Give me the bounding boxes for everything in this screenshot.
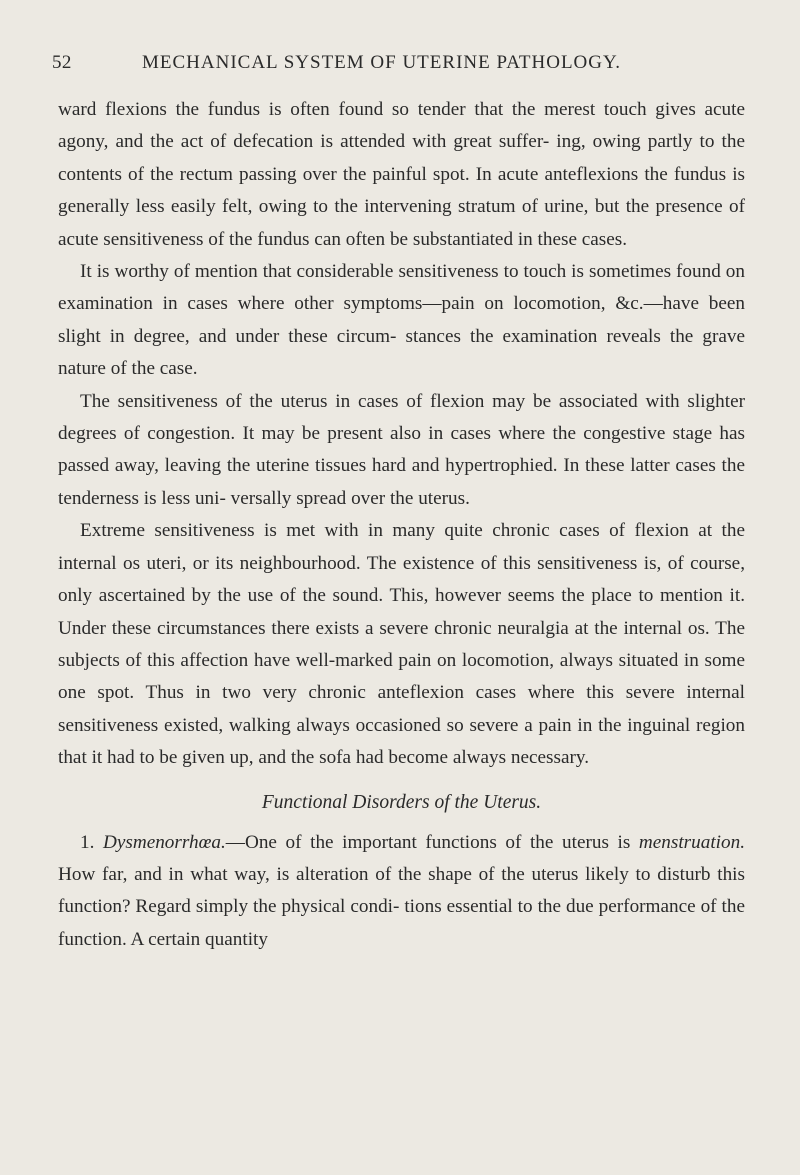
item-number: 1.: [80, 831, 95, 853]
paragraph-continued: ward flexions the fundus is often found so tender that the merest touch gives acute agony, and the act of defecation is attended with great suffer- ing, owing partly to the contents of the rectum passing over the painful spot. In acute anteflexions the fundus is generally less easily felt, owing to the intervening stratum of urine, but the presence of acute sensitiveness of the fundus can often be substantiated in these cases.: [58, 99, 745, 250]
item-term: Dysmenorrhœa.: [103, 831, 226, 853]
paragraph: It is worthy of mention that considerable sensitiveness to touch is sometimes found on examination in cases where other symptoms—pain on locomotion, &c.—have been slight in degree, and under these circum- stances the examination reveals the grave nature of the case.: [58, 261, 745, 380]
item-text-before: One of the important functions of the uterus is: [244, 831, 639, 853]
page-number: 52: [52, 52, 72, 73]
item-text-after: How far, and in what way, is alteration of the shape of the uterus likely to disturb this function? Regard simply the physical condi- tions essential to the due performance of the function. A certain quantity: [58, 863, 745, 950]
paragraph: The sensitiveness of the uterus in cases of flexion may be associated with slighter degrees of congestion. It may be present also in cases where the congestive stage has passed away, leaving the uterine tissues hard and hypertrophied. In these latter cases the tenderness is less uni- versally spread over the uterus.: [58, 390, 745, 509]
running-title: MECHANICAL SYSTEM OF UTERINE PATHOLOGY.: [142, 52, 622, 73]
paragraph: Extreme sensitiveness is met with in many quite chronic cases of flexion at the internal os uteri, or its neighbourhood. The existence of this sensitiveness is, of course, only ascertained by the use of the sound. This, however seems the place to mention it. Under these circumstances there exists a severe chronic neuralgia at the internal os. The subjects of this affection have well-marked pain on locomotion, always situated in some one spot. Thus in two very chronic anteflexion cases where this severe internal sensitiveness existed, walking always occasioned so severe a pain in the inguinal region that it had to be given up, and the sofa had become always necessary.: [58, 520, 745, 769]
item-emphasis: menstruation.: [638, 831, 745, 853]
numbered-paragraph: [58, 827, 745, 957]
body-text: [58, 94, 745, 956]
item-dash: —: [225, 831, 245, 853]
section-heading: Functional Disorders of the Uterus.: [261, 791, 542, 813]
running-head: [52, 52, 745, 82]
